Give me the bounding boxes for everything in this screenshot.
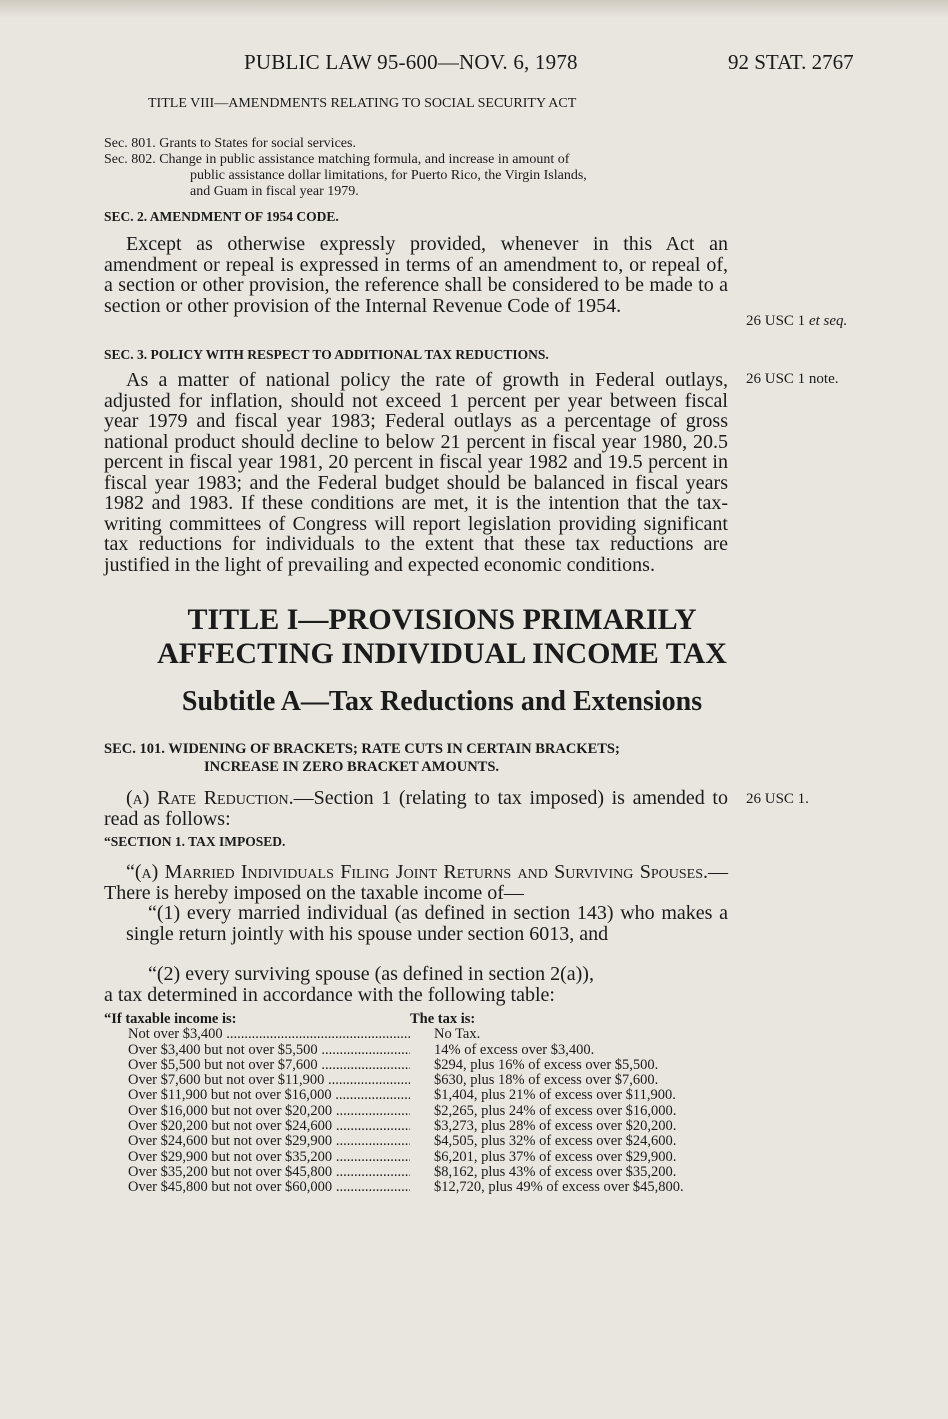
sec2-text: Except as otherwise expressly provided, whenever in this Act an amendment or repeal is expressed in terms of an amendment to, or repeal of, a section or other provision, the reference shall be considered to be made to a section or other provision of the Internal Revenue Code of 1954.	[104, 233, 728, 317]
table-row	[104, 1150, 730, 1165]
sec101-margin-note: 26 USC 1.	[746, 791, 809, 807]
tax-amount: $6,201, plus 37% of excess over $29,900.	[434, 1148, 677, 1165]
sec2-margin-note: 26 USC 1 et seq.	[746, 313, 848, 329]
sec3-heading: SEC. 3. POLICY WITH RESPECT TO ADDITIONAL TAX REDUCTIONS.	[104, 347, 549, 362]
table-row	[104, 1058, 730, 1073]
toc-line: Sec. 802. Change in public assistance matching formula, and increase in amount of	[104, 152, 570, 167]
toc-title-viii: TITLE VIII—AMENDMENTS RELATING TO SOCIAL SECURITY ACT	[148, 96, 577, 111]
subsection-a-item2: “(2) every surviving spouse (as defined in section 2(a)),	[148, 963, 594, 985]
income-bracket: Over $29,900 but not over $35,200 .....	[104, 1150, 410, 1165]
tax-amount: $8,162, plus 43% of excess over $35,200.	[434, 1163, 677, 1180]
title-i-line2: AFFECTING INDIVIDUAL INCOME TAX	[157, 637, 727, 670]
tax-amount: $4,505, plus 32% of excess over $24,600.	[434, 1133, 677, 1150]
sec101-heading-line2: INCREASE IN ZERO BRACKET AMOUNTS.	[204, 759, 500, 775]
toc-line: public assistance dollar limitations, for Puerto Rico, the Virgin Islands,	[190, 168, 587, 183]
table-row	[104, 1073, 730, 1088]
table-row	[104, 1119, 730, 1134]
income-bracket: Over $11,900 but not over $16,000 .....	[104, 1088, 410, 1103]
toc-line: Sec. 801. Grants to States for social services.	[104, 136, 356, 151]
income-bracket: Over $24,600 but not over $29,900 .....	[104, 1134, 410, 1149]
subsection-a-item1: “(1) every married individual (as defined in section 143) who makes a single return jointly with his spouse under section 6013, and	[126, 902, 728, 945]
header-income: “If taxable income is:	[104, 1012, 237, 1027]
tax-amount: $2,265, plus 24% of excess over $16,000.	[434, 1102, 677, 1119]
income-bracket: Over $20,200 but not over $24,600 .....	[104, 1119, 410, 1134]
sec101-para-a: (a) Rate Reduction.—Section 1 (relating to tax imposed) is amended to read as follows:	[104, 787, 728, 830]
tax-amount: $630, plus 18% of excess over $7,600.	[434, 1072, 659, 1089]
tax-amount: $294, plus 16% of excess over $5,500.	[434, 1056, 659, 1073]
tax-amount: $3,273, plus 28% of excess over $20,200.	[434, 1118, 677, 1135]
income-bracket: Over $3,400 but not over $5,500 .....	[104, 1043, 410, 1058]
page-citation: 92 STAT. 2767	[728, 50, 854, 74]
tax-amount: $1,404, plus 21% of excess over $11,900.	[434, 1087, 676, 1104]
subtitle-a: Subtitle A—Tax Reductions and Extensions	[181, 686, 703, 717]
income-bracket: Over $5,500 but not over $7,600 .....	[104, 1058, 410, 1073]
toc-line: and Guam in fiscal year 1979.	[190, 184, 359, 199]
sec101-heading-line1: SEC. 101. WIDENING OF BRACKETS; RATE CUTS IN CERTAIN BRACKETS;	[104, 741, 620, 757]
table-row	[104, 1180, 730, 1195]
tax-amount: 14% of excess over $3,400.	[434, 1041, 595, 1058]
income-bracket: Over $7,600 but not over $11,900 .....	[104, 1073, 410, 1088]
table-row	[104, 1104, 730, 1119]
tax-amount: No Tax.	[434, 1026, 481, 1043]
income-bracket: Over $35,200 but not over $45,800 .....	[104, 1165, 410, 1180]
income-bracket: Over $16,000 but not over $20,200 .....	[104, 1104, 410, 1119]
table-row	[104, 1027, 730, 1042]
table-intro: a tax determined in accordance with the following table:	[104, 984, 555, 1006]
table-row	[104, 1088, 730, 1103]
table-row	[104, 1134, 730, 1149]
scan-edge-shadow	[0, 0, 948, 18]
table-row	[104, 1043, 730, 1058]
sec3-margin-note: 26 USC 1 note.	[746, 371, 839, 387]
sec3-text: As a matter of national policy the rate of growth in Federal outlays, adjusted for inflation, should not exceed 1 percent per year between fiscal year 1979 and fiscal year 1983; Federal outlays as a percentage of gross national product should decline to below 21 percent in fiscal year 1980, 20.5 percent in fiscal year 1981, 20 percent in fiscal year 1982 and 19.5 percent in fiscal year 1983; and the Federal budget should be balanced in fiscal years 1982 and 1983. If these conditions are met, it is the intention that the tax-writing committees of Congress will report legislation providing significant tax reductions for individuals to the extent that these tax reductions are justified in the light of prevailing and expected economic conditions.	[104, 369, 728, 576]
income-bracket: Over $45,800 but not over $60,000 .....	[104, 1180, 410, 1195]
subsection-a: “(a) Married Individuals Filing Joint Returns and Surviving Spouses.—There is hereby imposed on the taxable income of—	[104, 861, 728, 904]
running-header: PUBLIC LAW 95-600—NOV. 6, 1978	[244, 50, 578, 74]
tax-amount: $12,720, plus 49% of excess over $45,800.	[434, 1179, 684, 1196]
tax-rate-table	[104, 1012, 730, 1196]
income-bracket: Not over $3,400 .....	[104, 1027, 410, 1042]
header-tax: The tax is:	[410, 1011, 476, 1027]
table-row	[104, 1165, 730, 1180]
title-i-line1: TITLE I—PROVISIONS PRIMARILY	[187, 603, 697, 636]
sec2-heading: SEC. 2. AMENDMENT OF 1954 CODE.	[104, 209, 339, 224]
section1-heading: “SECTION 1. TAX IMPOSED.	[104, 834, 286, 849]
table-header-row	[104, 1012, 730, 1027]
